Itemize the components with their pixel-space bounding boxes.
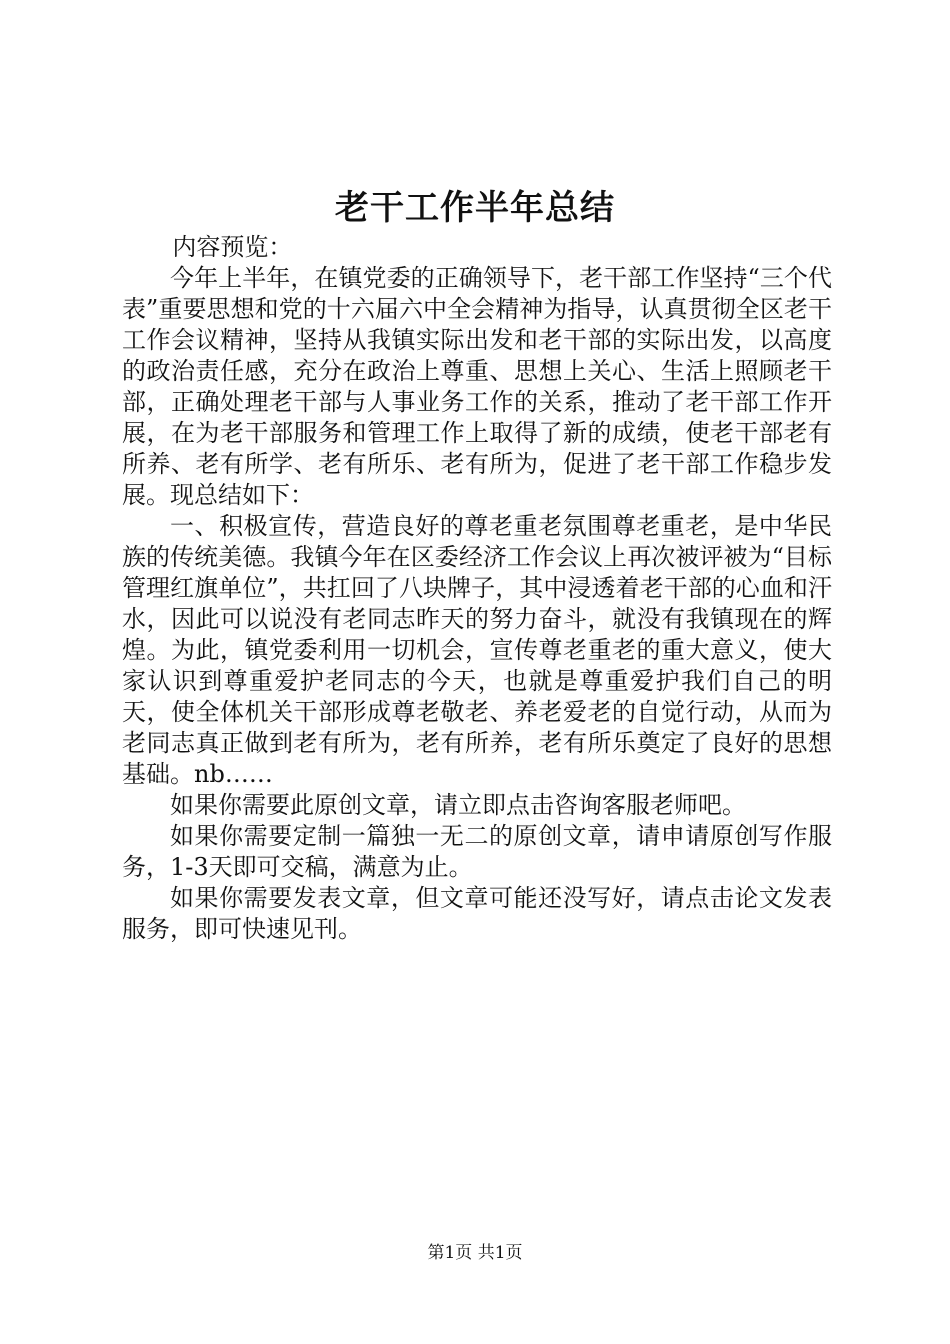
page-footer: 第1页 共1页 (427, 1243, 523, 1263)
paragraph-section-one: 一、积极宣传，营造良好的尊老重老氛围尊老重老，是中华民族的传统美德。我镇今年在区委经济工作会议上再次被评被为“目标管理红旗单位”，共扛回了八块牌子，其中浸透着老干部的心血和汗水，因此可以说没有老同志昨天的努力奋斗，就没有我镇现在的辉煌。为此，镇党委利用一切机会，宣传尊老重老的重大意义，使大家认识到尊重爱护老同志的今天，也就是尊重爱护我们自己的明天，使全体机关干部形成尊老敬老、养老爱老的自觉行动，从而为老同志真正做到老有所为，老有所养，老有所乐奠定了良好的思想基础。nb…… (122, 512, 832, 788)
paragraph-consult-service: 如果你需要此原创文章，请立即点击咨询客服老师吧。 (170, 791, 746, 819)
paragraph-intro: 今年上半年，在镇党委的正确领导下，老干部工作坚持“三个代表”重要思想和党的十六届六中全会精神为指导，认真贯彻全区老干工作会议精神，坚持从我镇实际出发和老干部的实际出发，以高度的政治责任感，充分在政治上尊重、思想上关心、生活上照顾老干部，正确处理老干部与人事业务工作的关系，推动了老干部工作开展，在为老干部服务和管理工作上取得了新的成绩，使老干部老有所养、老有所学、老有所乐、老有所为，促进了老干部工作稳步发展。现总结如下： (122, 264, 832, 509)
paragraph-publish-service: 如果你需要发表文章，但文章可能还没写好，请点击论文发表服务，即可快速见刊。 (122, 884, 832, 943)
paragraph-custom-writing: 如果你需要定制一篇独一无二的原创文章，请申请原创写作服务，1-3天即可交稿，满意为止。 (122, 822, 832, 881)
document-body (122, 232, 832, 945)
preview-label: 内容预览： (172, 233, 293, 261)
document-title: 老干工作半年总结 (335, 188, 615, 228)
